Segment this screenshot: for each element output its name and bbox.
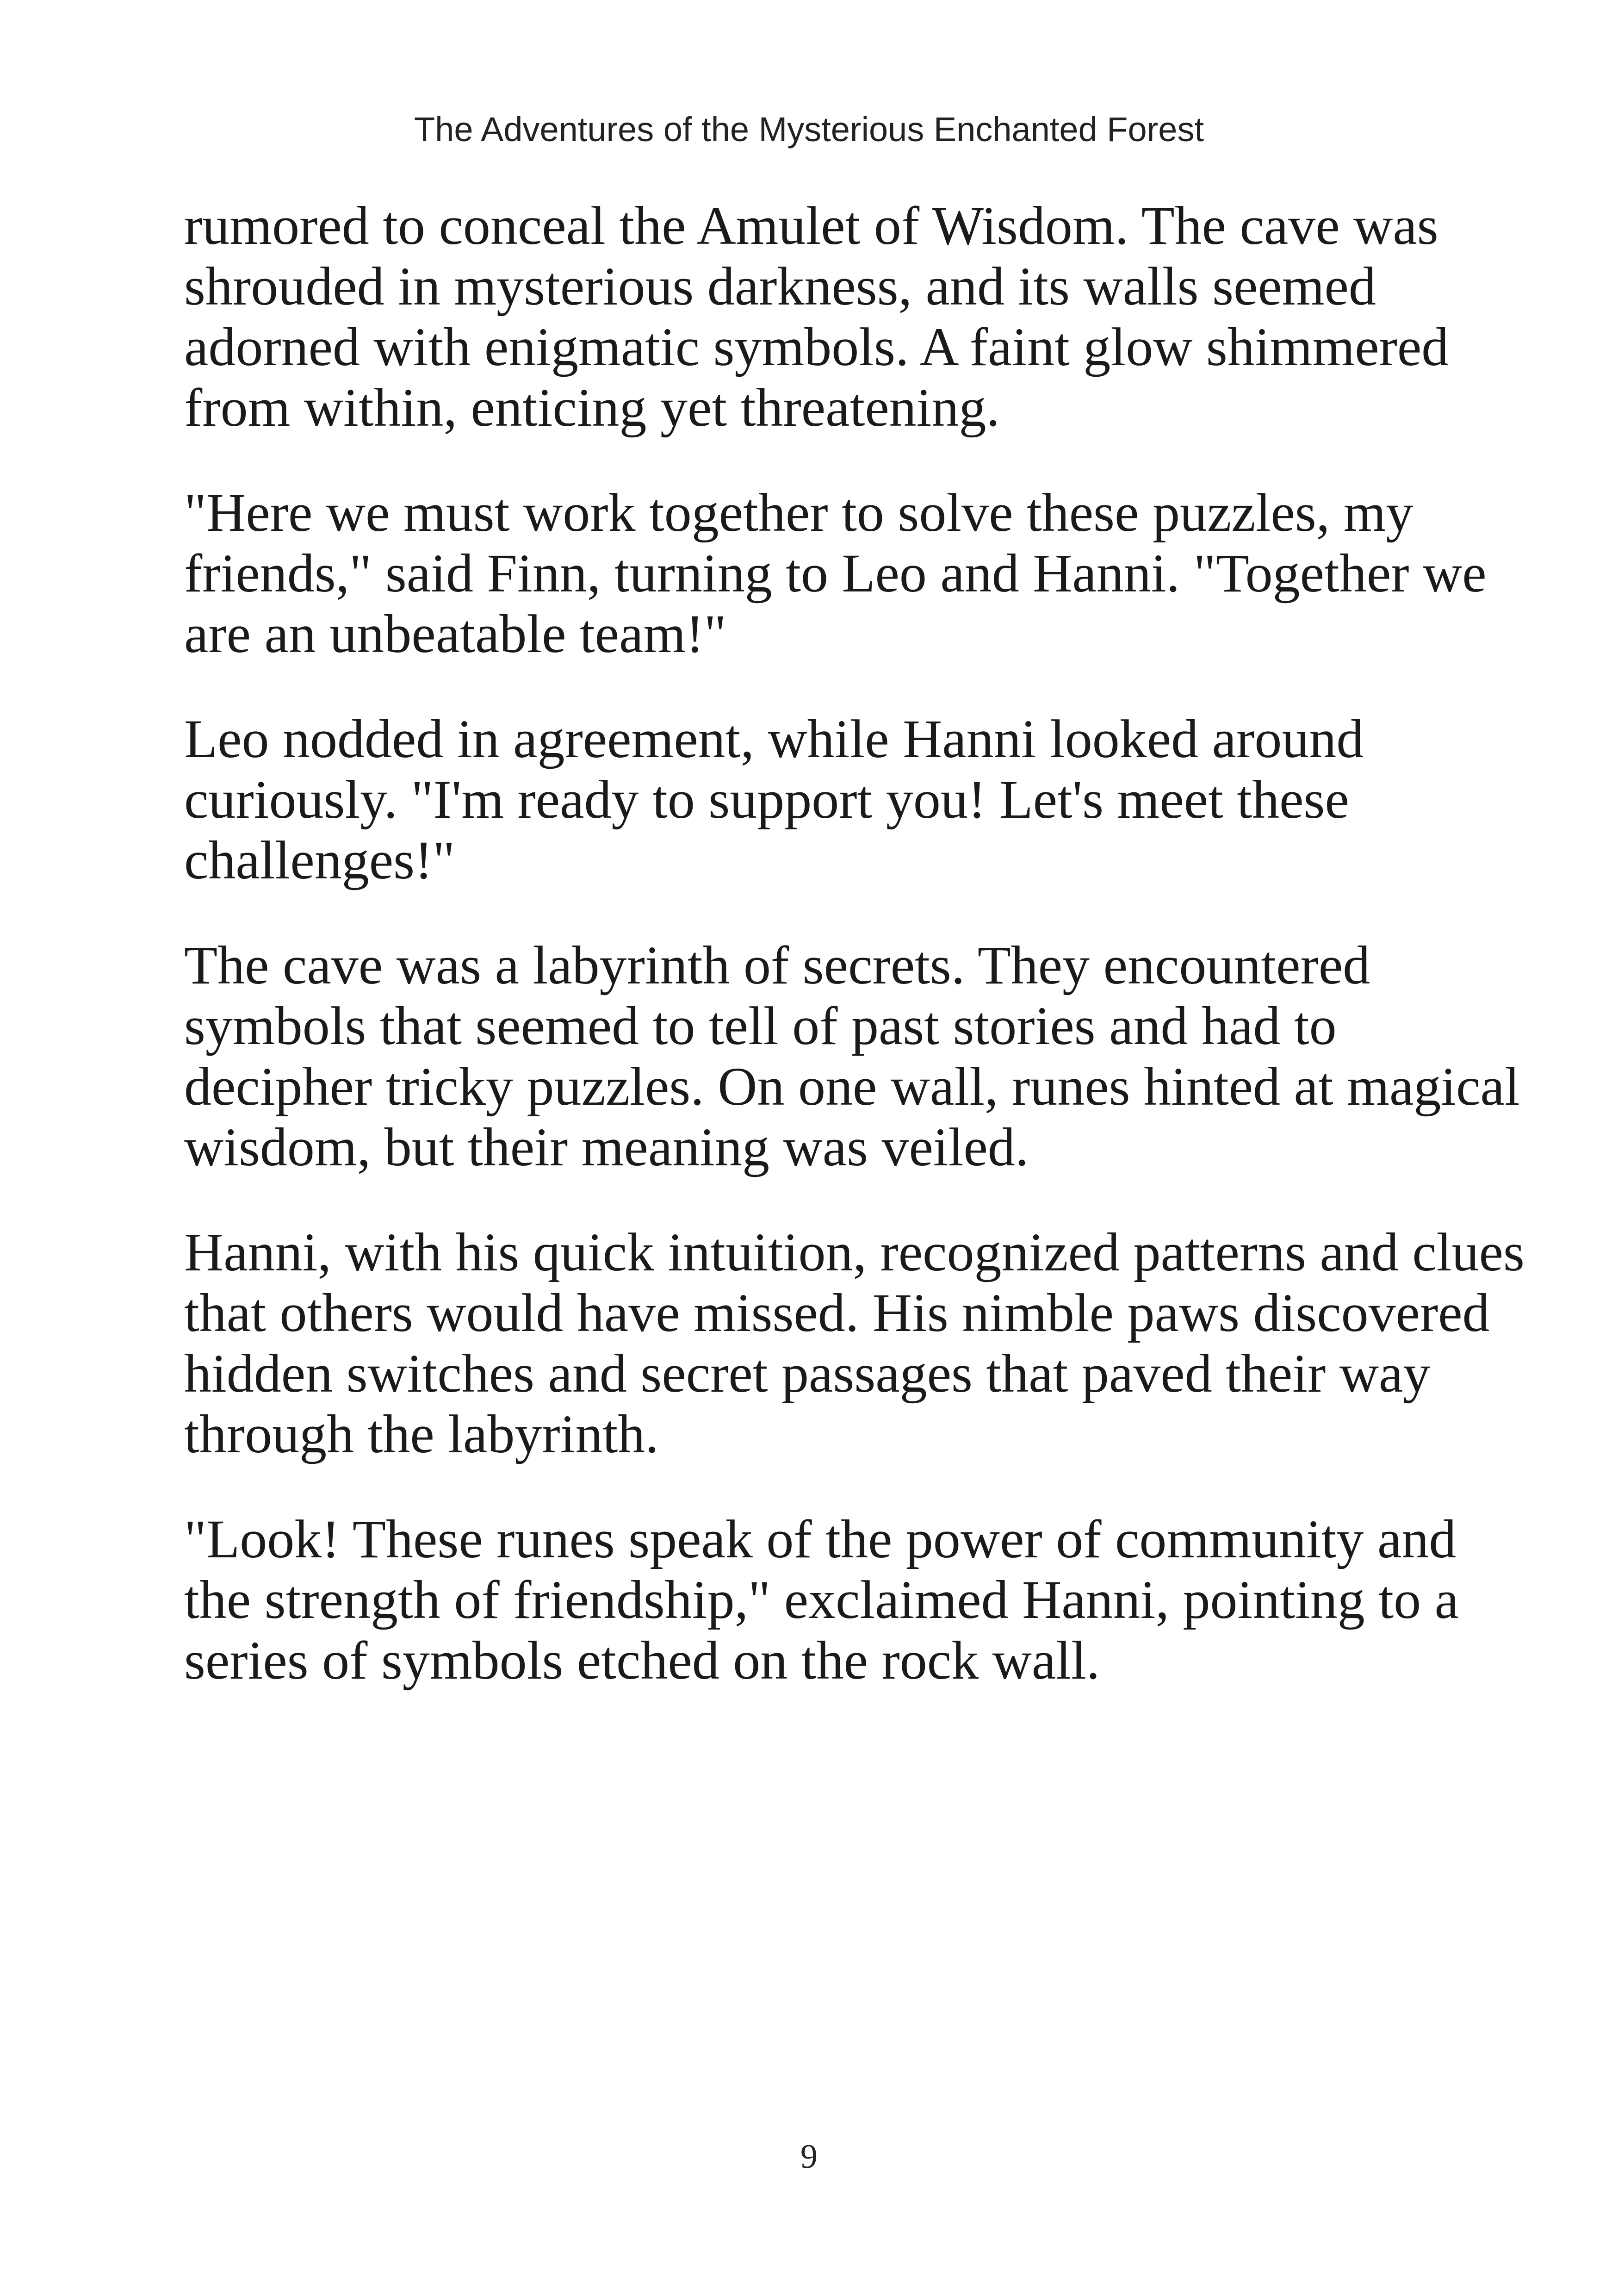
paragraph: Leo nodded in agreement, while Hanni looked around curiously. "I'm ready to support you! Let's meet these challenges!" bbox=[184, 709, 1364, 890]
paragraph: rumored to conceal the Amulet of Wisdom. The cave was shrouded in mysterious darkness, and its walls seemed adorned with enigmatic symbols. A faint glow shimmered from within, enticing yet threatening. bbox=[184, 195, 1449, 438]
running-header: The Adventures of the Mysterious Enchanted Forest bbox=[414, 110, 1204, 149]
paragraph: "Here we must work together to solve these puzzles, my friends," said Finn, turning to Leo and Hanni. "Together we are an unbeatable team!" bbox=[184, 482, 1487, 664]
paragraph: Hanni, with his quick intuition, recognized patterns and clues that others would have missed. His nimble paws discovered hidden switches and secret passages that paved their way through the labyrinth. bbox=[184, 1222, 1525, 1464]
body-text bbox=[184, 195, 1526, 1735]
paragraph: "Look! These runes speak of the power of community and the strength of friendship," exclaimed Hanni, pointing to a series of symbols etched on the rock wall. bbox=[184, 1509, 1459, 1691]
paragraph: The cave was a labyrinth of secrets. They encountered symbols that seemed to tell of past stories and had to decipher tricky puzzles. On one wall, runes hinted at magical wisdom, but their meaning was veiled. bbox=[184, 935, 1520, 1177]
page-number: 9 bbox=[800, 2138, 818, 2176]
